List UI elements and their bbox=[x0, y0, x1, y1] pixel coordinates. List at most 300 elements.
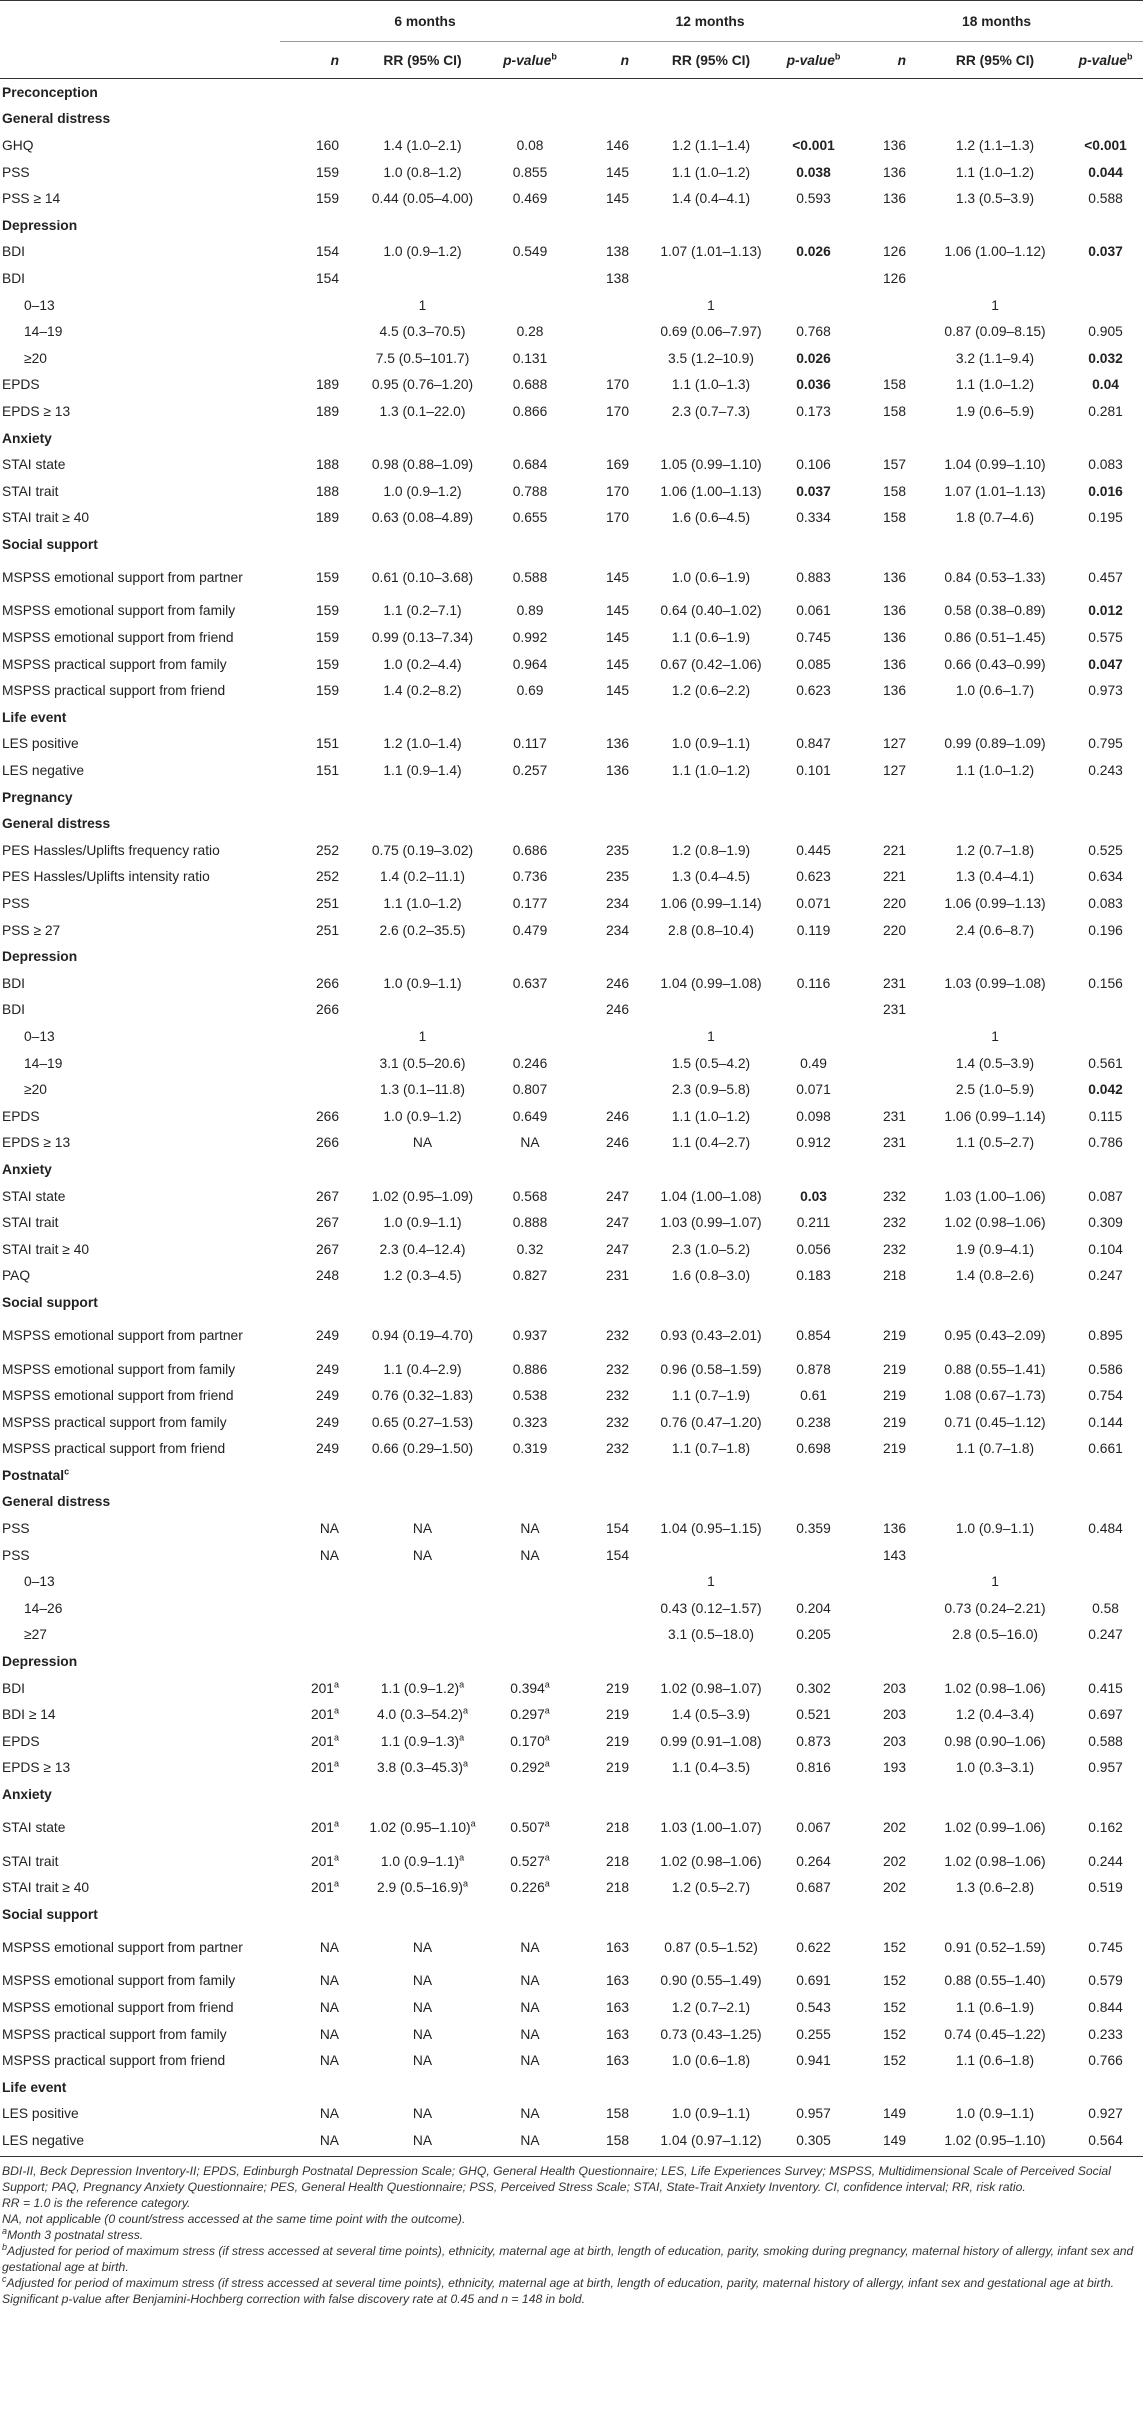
table-cell bbox=[280, 1595, 355, 1622]
table-cell: 0.044 bbox=[1088, 164, 1123, 180]
table-cell: 188 bbox=[315, 483, 339, 499]
col-rr: RR (95% CI) bbox=[922, 42, 1068, 79]
table-cell: 1.3 (0.5–3.9) bbox=[955, 191, 1035, 207]
table-cell: 0.745 bbox=[1088, 1939, 1123, 1955]
table-cell: 1.1 (1.0–1.2) bbox=[955, 164, 1035, 180]
table-cell: 220 bbox=[883, 896, 907, 912]
table-cell: 0.98 (0.90–1.06) bbox=[944, 1733, 1046, 1749]
table-cell bbox=[850, 1023, 922, 1050]
table-cell: 0.098 bbox=[796, 1108, 831, 1124]
table-cell: 1.06 (1.00–1.12) bbox=[944, 244, 1046, 260]
table-cell: NA bbox=[319, 1999, 339, 2015]
col-p: p-value$^b$ bbox=[490, 42, 570, 79]
table-cell: 0.95 (0.43–2.09) bbox=[944, 1327, 1046, 1343]
table-row bbox=[0, 558, 1143, 598]
col-p: p-value$^b$ bbox=[777, 42, 850, 79]
table-cell: 1.02 $(0.95-1.10)^a$ bbox=[369, 1818, 476, 1835]
table-cell: 0.359 bbox=[796, 1521, 831, 1537]
row-label: PSS bbox=[2, 1547, 30, 1563]
table-cell bbox=[490, 997, 570, 1024]
table-cell: 0.243 bbox=[1088, 763, 1123, 779]
table-cell: 158 bbox=[883, 377, 907, 393]
footnote: $^b$Adjusted for period of maximum stress (if stress accessed at several time points), ethnicity, maternal age at birth, length of education, parity, smoking during pregnancy, maternal history of allergy, infant sex and gestational age at birth. bbox=[2, 2241, 1134, 2274]
table-cell: <0.001 bbox=[792, 137, 835, 153]
table-cell: 0.083 bbox=[1088, 457, 1123, 473]
table-cell: 266 bbox=[315, 1002, 339, 1018]
table-cell: 1.5 (0.5–4.2) bbox=[671, 1055, 751, 1071]
table-cell: 0.056 bbox=[796, 1241, 831, 1257]
table-cell: 0.855 bbox=[512, 164, 548, 180]
table-cell: 1.1 (1.0–1.2) bbox=[671, 164, 751, 180]
table-cell bbox=[570, 1595, 645, 1622]
table-cell: 0.162 bbox=[1088, 1819, 1123, 1835]
table-cell: 0.302 bbox=[796, 1680, 831, 1696]
table-cell: 152 bbox=[883, 1973, 907, 1989]
col-rr: RR (95% CI) bbox=[355, 42, 490, 79]
table-cell: 0.827 bbox=[512, 1268, 548, 1284]
table-cell bbox=[570, 345, 645, 372]
table-cell: NA bbox=[412, 1999, 433, 2015]
table-cell bbox=[850, 318, 922, 345]
table-cell: NA bbox=[520, 1135, 540, 1151]
table-cell: 0.661 bbox=[1088, 1441, 1123, 1457]
table-row bbox=[0, 1436, 1143, 1463]
section-label: Postnatal$^c$ bbox=[2, 1466, 70, 1483]
table-row bbox=[0, 1382, 1143, 1409]
table-row bbox=[0, 451, 1143, 478]
table-cell: 158 bbox=[605, 2106, 629, 2122]
table-cell: 0.816 bbox=[796, 1760, 831, 1776]
table-cell: 266 bbox=[315, 1108, 339, 1124]
table-cell: 246 bbox=[605, 1108, 629, 1124]
table-row bbox=[0, 2101, 1143, 2128]
table-cell: 0.795 bbox=[1088, 736, 1123, 752]
table-row bbox=[0, 185, 1143, 212]
table-cell: 1.0 $(0.9-1.1)^a$ bbox=[380, 1852, 465, 1869]
table-cell: 170 bbox=[605, 510, 629, 526]
subsection-header-row bbox=[0, 531, 1143, 558]
table-cell: NA bbox=[412, 2053, 433, 2069]
table-row bbox=[0, 1848, 1143, 1875]
table-row bbox=[0, 1874, 1143, 1901]
table-cell: 1.2 (1.1–1.3) bbox=[955, 137, 1035, 153]
subsection-header-row bbox=[0, 1289, 1143, 1316]
table-cell: 1.4 (0.4–4.1) bbox=[671, 191, 751, 207]
table-row bbox=[0, 837, 1143, 864]
table-cell: 126 bbox=[883, 270, 907, 286]
table-cell: 0.686 bbox=[512, 842, 548, 858]
table-cell: 0.334 bbox=[796, 510, 831, 526]
table-cell: NA bbox=[319, 2106, 339, 2122]
header-filler bbox=[280, 1901, 1143, 1928]
table-cell: 136 bbox=[883, 164, 907, 180]
table-cell bbox=[1068, 1568, 1143, 1595]
table-cell bbox=[490, 1595, 570, 1622]
table-cell: 145 bbox=[605, 603, 629, 619]
table-cell: 149 bbox=[883, 2106, 907, 2122]
table-cell: 202 bbox=[883, 1819, 907, 1835]
table-cell: 0.119 bbox=[796, 922, 831, 938]
header-filler bbox=[280, 1156, 1143, 1183]
row-label: GHQ bbox=[2, 137, 34, 153]
table-cell: 0.957 bbox=[796, 2106, 831, 2122]
table-cell: 1.3 (0.6–2.8) bbox=[955, 1880, 1035, 1896]
table-row bbox=[0, 1356, 1143, 1383]
table-body bbox=[0, 79, 1143, 2154]
table-cell: 0.521 bbox=[796, 1707, 831, 1723]
table-cell: 219 bbox=[605, 1707, 629, 1723]
table-cell: 0.28 bbox=[516, 324, 544, 340]
table-cell: 0.246 bbox=[512, 1055, 548, 1071]
table-cell: NA bbox=[412, 2026, 433, 2042]
table-cell: 0.63 (0.08–4.89) bbox=[371, 510, 474, 526]
table-cell: 1.1 (0.7–1.9) bbox=[671, 1388, 751, 1404]
table-cell: 1.07 (1.01–1.13) bbox=[660, 244, 762, 260]
table-row bbox=[0, 1568, 1143, 1595]
table-cell: 0.684 bbox=[512, 457, 548, 473]
table-cell bbox=[570, 318, 645, 345]
table-cell: 1.1 (0.7–1.8) bbox=[671, 1441, 751, 1457]
subsection-header-row bbox=[0, 1489, 1143, 1516]
table-cell: 231 bbox=[605, 1268, 629, 1284]
table-cell: 219 bbox=[883, 1388, 907, 1404]
subsection-label: Depression bbox=[2, 949, 78, 965]
table-cell: 1 bbox=[707, 297, 715, 313]
table-cell: 2.3 (0.9–5.8) bbox=[671, 1082, 751, 1098]
table-cell: 1 bbox=[707, 1574, 715, 1590]
table-cell: 138 bbox=[605, 244, 629, 260]
subsection-header-row bbox=[0, 212, 1143, 239]
row-label: MSPSS emotional support from friend bbox=[2, 1999, 234, 2015]
table-cell: 0.905 bbox=[1088, 324, 1123, 340]
table-cell bbox=[570, 1622, 645, 1649]
table-cell: 145 bbox=[605, 683, 629, 699]
table-cell bbox=[1068, 292, 1143, 319]
header-filler bbox=[280, 1462, 1143, 1489]
table-cell: 2.4 (0.6–8.7) bbox=[955, 922, 1035, 938]
table-cell: 0.67 (0.42–1.06) bbox=[660, 656, 762, 672]
table-cell: 201$^a$ bbox=[310, 1705, 339, 1723]
table-cell: 232 bbox=[883, 1241, 907, 1257]
table-cell: 0.44 (0.05–4.00) bbox=[371, 191, 474, 207]
subsection-label: Anxiety bbox=[2, 430, 52, 446]
table-cell: 1.1 (1.0–1.2) bbox=[671, 763, 751, 779]
table-cell: 0.91 (0.52–1.59) bbox=[944, 1939, 1046, 1955]
table-cell: 3.8 $(0.3-45.3)^a$ bbox=[377, 1758, 468, 1776]
table-row bbox=[0, 1622, 1143, 1649]
table-cell: 0.061 bbox=[796, 603, 831, 619]
table-cell: 247 bbox=[605, 1215, 629, 1231]
table-cell: 1.03 (1.00–1.07) bbox=[660, 1819, 762, 1835]
table-cell: 0.912 bbox=[796, 1135, 831, 1151]
table-cell: 1.1 (1.0–1.3) bbox=[671, 377, 751, 393]
table-row bbox=[0, 1728, 1143, 1755]
group-12-months: 12 months bbox=[570, 1, 850, 42]
table-row bbox=[0, 1595, 1143, 1622]
table-cell: 0.61 (0.10–3.68) bbox=[371, 569, 474, 585]
table-cell: 0.281 bbox=[1088, 403, 1123, 419]
subsection-header-row bbox=[0, 704, 1143, 731]
table-cell: 0.61 bbox=[800, 1388, 827, 1404]
table-cell: 203 bbox=[883, 1707, 907, 1723]
table-cell bbox=[777, 265, 850, 292]
table-cell bbox=[355, 1595, 490, 1622]
section-header-row bbox=[0, 79, 1143, 106]
table-row bbox=[0, 1023, 1143, 1050]
row-label: BDI bbox=[2, 975, 25, 991]
table-cell: 1 bbox=[707, 1028, 715, 1044]
table-cell: 189 bbox=[315, 510, 339, 526]
table-cell: 2.8 (0.5–16.0) bbox=[952, 1627, 1038, 1643]
table-cell: 136 bbox=[883, 191, 907, 207]
subsection-label: Life event bbox=[2, 709, 67, 725]
table-cell: 0.264 bbox=[796, 1853, 831, 1869]
table-cell bbox=[645, 1542, 777, 1569]
table-cell: 0.071 bbox=[796, 896, 831, 912]
table-cell: 219 bbox=[605, 1733, 629, 1749]
table-cell: 0.99 (0.91–1.08) bbox=[660, 1733, 762, 1749]
table-cell: 0.394$^a$ bbox=[510, 1679, 550, 1696]
row-label: PSS ≥ 27 bbox=[2, 922, 61, 938]
table-cell: 0.297$^a$ bbox=[510, 1705, 550, 1723]
row-label: MSPSS practical support from friend bbox=[2, 683, 226, 699]
table-row bbox=[0, 1316, 1143, 1356]
row-label: PSS bbox=[2, 1521, 30, 1537]
subsection-header-row bbox=[0, 1781, 1143, 1808]
table-row bbox=[0, 890, 1143, 917]
subsection-header-row bbox=[0, 2074, 1143, 2101]
table-cell: 0.927 bbox=[1088, 2106, 1123, 2122]
table-row bbox=[0, 2047, 1143, 2074]
table-row bbox=[0, 1994, 1143, 2021]
subsection-header-row bbox=[0, 1648, 1143, 1675]
header-filler bbox=[280, 784, 1143, 811]
table-cell: 234 bbox=[605, 896, 629, 912]
table-cell: 1.04 (0.99–1.10) bbox=[944, 457, 1046, 473]
table-cell: 2.8 (0.8–10.4) bbox=[668, 922, 754, 938]
table-cell: 4.0 $(0.3-54.2)^a$ bbox=[377, 1705, 468, 1723]
table-cell: 136 bbox=[883, 683, 907, 699]
col-rr: RR (95% CI) bbox=[645, 42, 777, 79]
table-cell: 154 bbox=[315, 244, 339, 260]
table-cell: 154 bbox=[315, 270, 339, 286]
table-cell: 157 bbox=[883, 457, 907, 473]
table-cell: NA bbox=[520, 1973, 540, 1989]
table-cell: 1.02 (0.98–1.06) bbox=[944, 1853, 1046, 1869]
table-cell: 143 bbox=[883, 1547, 907, 1563]
subsection-header-row bbox=[0, 1901, 1143, 1928]
table-cell: 0.754 bbox=[1088, 1388, 1123, 1404]
table-cell: 1.2 (0.7–1.8) bbox=[955, 842, 1035, 858]
table-cell: 0.84 (0.53–1.33) bbox=[944, 569, 1046, 585]
table-cell bbox=[777, 1542, 850, 1569]
table-cell: 232 bbox=[605, 1441, 629, 1457]
table-cell: 0.86 (0.51–1.45) bbox=[944, 630, 1046, 646]
table-cell: 0.016 bbox=[1088, 483, 1123, 499]
table-cell: NA bbox=[412, 1547, 433, 1563]
table-cell: 1 bbox=[991, 1028, 999, 1044]
table-cell: 0.104 bbox=[1088, 1241, 1123, 1257]
table-cell: 0.415 bbox=[1088, 1680, 1123, 1696]
table-cell: 159 bbox=[315, 683, 339, 699]
table-cell: 1.1 (0.2–7.1) bbox=[383, 603, 462, 619]
table-cell bbox=[490, 1568, 570, 1595]
table-cell: 1.0 (0.6–1.9) bbox=[671, 569, 751, 585]
footnote: Significant p-value after Benjamini-Hochberg correction with false discovery rate at 0.45 and n = 148 in bold. bbox=[2, 2291, 585, 2306]
table-cell: 0.319 bbox=[512, 1441, 548, 1457]
table-row bbox=[0, 239, 1143, 266]
header-filler bbox=[280, 1781, 1143, 1808]
table-cell: 1.2 (1.0–1.4) bbox=[383, 736, 462, 752]
table-cell bbox=[850, 345, 922, 372]
header-filler bbox=[280, 1289, 1143, 1316]
row-label: ≥20 bbox=[24, 1082, 47, 1098]
subsection-label: Depression bbox=[2, 217, 78, 233]
table-cell: 249 bbox=[315, 1441, 339, 1457]
table-cell: 1.0 (0.9–1.1) bbox=[671, 2106, 751, 2122]
table-cell: 163 bbox=[605, 2053, 629, 2069]
subsection-label: General distress bbox=[2, 111, 111, 127]
row-label: MSPSS emotional support from friend bbox=[2, 630, 234, 646]
table-cell: 0.588 bbox=[1088, 191, 1123, 207]
subsection-header-row bbox=[0, 810, 1143, 837]
header-filler bbox=[280, 1489, 1143, 1516]
table-cell: 201$^a$ bbox=[310, 1732, 339, 1749]
table-cell bbox=[355, 1568, 490, 1595]
table-cell: 1.02 (0.98–1.06) bbox=[660, 1853, 762, 1869]
table-cell: 0.042 bbox=[1088, 1082, 1123, 1098]
table-cell: 1.3 (0.4–4.1) bbox=[955, 869, 1035, 885]
row-label: STAI state bbox=[2, 1188, 66, 1204]
table-cell: 0.519 bbox=[1088, 1880, 1123, 1896]
col-n: n bbox=[280, 42, 355, 79]
table-cell: NA bbox=[520, 1999, 540, 2015]
table-cell: 249 bbox=[315, 1388, 339, 1404]
table-row bbox=[0, 2127, 1143, 2154]
table-cell: 136 bbox=[605, 763, 629, 779]
table-cell: 1.02 (0.98–1.07) bbox=[660, 1680, 762, 1696]
table-row bbox=[0, 917, 1143, 944]
subsection-label: Anxiety bbox=[2, 1161, 52, 1177]
table-cell bbox=[280, 1568, 355, 1595]
table-cell: 0.623 bbox=[796, 869, 831, 885]
table-cell: 0.649 bbox=[512, 1108, 548, 1124]
table-cell: 0.205 bbox=[796, 1627, 831, 1643]
table-cell: 3.2 (1.1–9.4) bbox=[955, 350, 1035, 366]
table-cell: NA bbox=[520, 1547, 540, 1563]
table-cell bbox=[570, 292, 645, 319]
row-label: MSPSS emotional support from friend bbox=[2, 1388, 234, 1404]
row-label: 14–19 bbox=[24, 324, 63, 340]
table-cell: 0.247 bbox=[1088, 1268, 1123, 1284]
table-cell: 127 bbox=[883, 763, 907, 779]
table-cell: 1.02 (0.95–1.10) bbox=[944, 2132, 1046, 2148]
row-label: STAI trait bbox=[2, 1853, 59, 1869]
table-cell: 2.3 (0.7–7.3) bbox=[671, 403, 751, 419]
row-label: BDI ≥ 14 bbox=[2, 1707, 56, 1723]
table-cell: 1.0 (0.9–1.2) bbox=[383, 244, 462, 260]
table-cell: 0.622 bbox=[796, 1939, 831, 1955]
table-cell: 0.233 bbox=[1088, 2026, 1123, 2042]
table-cell bbox=[490, 1023, 570, 1050]
table-cell: 0.866 bbox=[512, 403, 548, 419]
table-cell bbox=[570, 1050, 645, 1077]
table-cell: 1.4 (0.5–3.9) bbox=[671, 1707, 751, 1723]
table-cell: 0.087 bbox=[1088, 1188, 1123, 1204]
table-cell: 251 bbox=[315, 922, 339, 938]
table-cell bbox=[850, 1568, 922, 1595]
table-cell: 169 bbox=[605, 457, 629, 473]
table-cell: 0.94 (0.19–4.70) bbox=[371, 1327, 474, 1343]
table-row bbox=[0, 757, 1143, 784]
table-cell bbox=[1068, 1023, 1143, 1050]
table-cell: 249 bbox=[315, 1414, 339, 1430]
table-cell: 0.543 bbox=[796, 1999, 831, 2015]
table-cell: 219 bbox=[605, 1680, 629, 1696]
table-cell: 0.895 bbox=[1088, 1327, 1123, 1343]
table-cell: 1.6 (0.8–3.0) bbox=[671, 1268, 751, 1284]
row-label: MSPSS emotional support from family bbox=[2, 1361, 236, 1377]
table-cell: 219 bbox=[883, 1327, 907, 1343]
table-cell: 158 bbox=[883, 403, 907, 419]
table-cell: 136 bbox=[883, 1521, 907, 1537]
table-cell: 152 bbox=[883, 2026, 907, 2042]
table-row bbox=[0, 1755, 1143, 1782]
table-cell bbox=[280, 318, 355, 345]
table-cell: 0.847 bbox=[796, 736, 831, 752]
table-cell: 3.5 (1.2–10.9) bbox=[668, 350, 754, 366]
table-cell: NA bbox=[520, 2106, 540, 2122]
table-cell: 1.2 (0.4–3.4) bbox=[955, 1707, 1035, 1723]
table-cell: 149 bbox=[883, 2132, 907, 2148]
row-label: BDI bbox=[2, 244, 25, 260]
table-cell: 0.115 bbox=[1088, 1108, 1123, 1124]
table-cell: 0.87 (0.09–8.15) bbox=[944, 324, 1046, 340]
table-cell bbox=[1068, 997, 1143, 1024]
subsection-header-row bbox=[0, 106, 1143, 133]
table-cell: 0.144 bbox=[1088, 1414, 1123, 1430]
col-p: p-value$^b$ bbox=[1068, 42, 1143, 79]
table-cell: 221 bbox=[883, 869, 907, 885]
table-cell: 201$^a$ bbox=[310, 1758, 339, 1776]
table-cell: NA bbox=[412, 1135, 433, 1151]
table-row bbox=[0, 398, 1143, 425]
table-cell: 1.02 (0.98–1.06) bbox=[944, 1215, 1046, 1231]
table-cell: 201$^a$ bbox=[310, 1852, 339, 1869]
table-cell: 0.736 bbox=[512, 869, 548, 885]
table-row bbox=[0, 624, 1143, 651]
row-label: EPDS bbox=[2, 377, 40, 393]
table-cell: 0.937 bbox=[512, 1327, 548, 1343]
row-label: MSPSS emotional support from partner bbox=[2, 1327, 243, 1343]
table-cell bbox=[355, 1622, 490, 1649]
table-cell: NA bbox=[319, 1939, 339, 1955]
table-cell: 0.211 bbox=[796, 1215, 831, 1231]
table-cell: 0.525 bbox=[1088, 842, 1123, 858]
table-cell: 1.2 (0.5–2.7) bbox=[671, 1880, 751, 1896]
table-cell: 0.65 (0.27–1.53) bbox=[371, 1414, 474, 1430]
table-cell: 0.177 bbox=[512, 896, 548, 912]
table-cell: 0.957 bbox=[1088, 1760, 1123, 1776]
table-cell: 159 bbox=[315, 656, 339, 672]
header-filler bbox=[280, 1648, 1143, 1675]
table-row bbox=[0, 677, 1143, 704]
table-cell: 246 bbox=[605, 1135, 629, 1151]
table-cell: 0.037 bbox=[1088, 244, 1123, 260]
table-cell: 246 bbox=[605, 975, 629, 991]
table-cell: NA bbox=[319, 1547, 339, 1563]
table-cell: 0.768 bbox=[796, 324, 831, 340]
